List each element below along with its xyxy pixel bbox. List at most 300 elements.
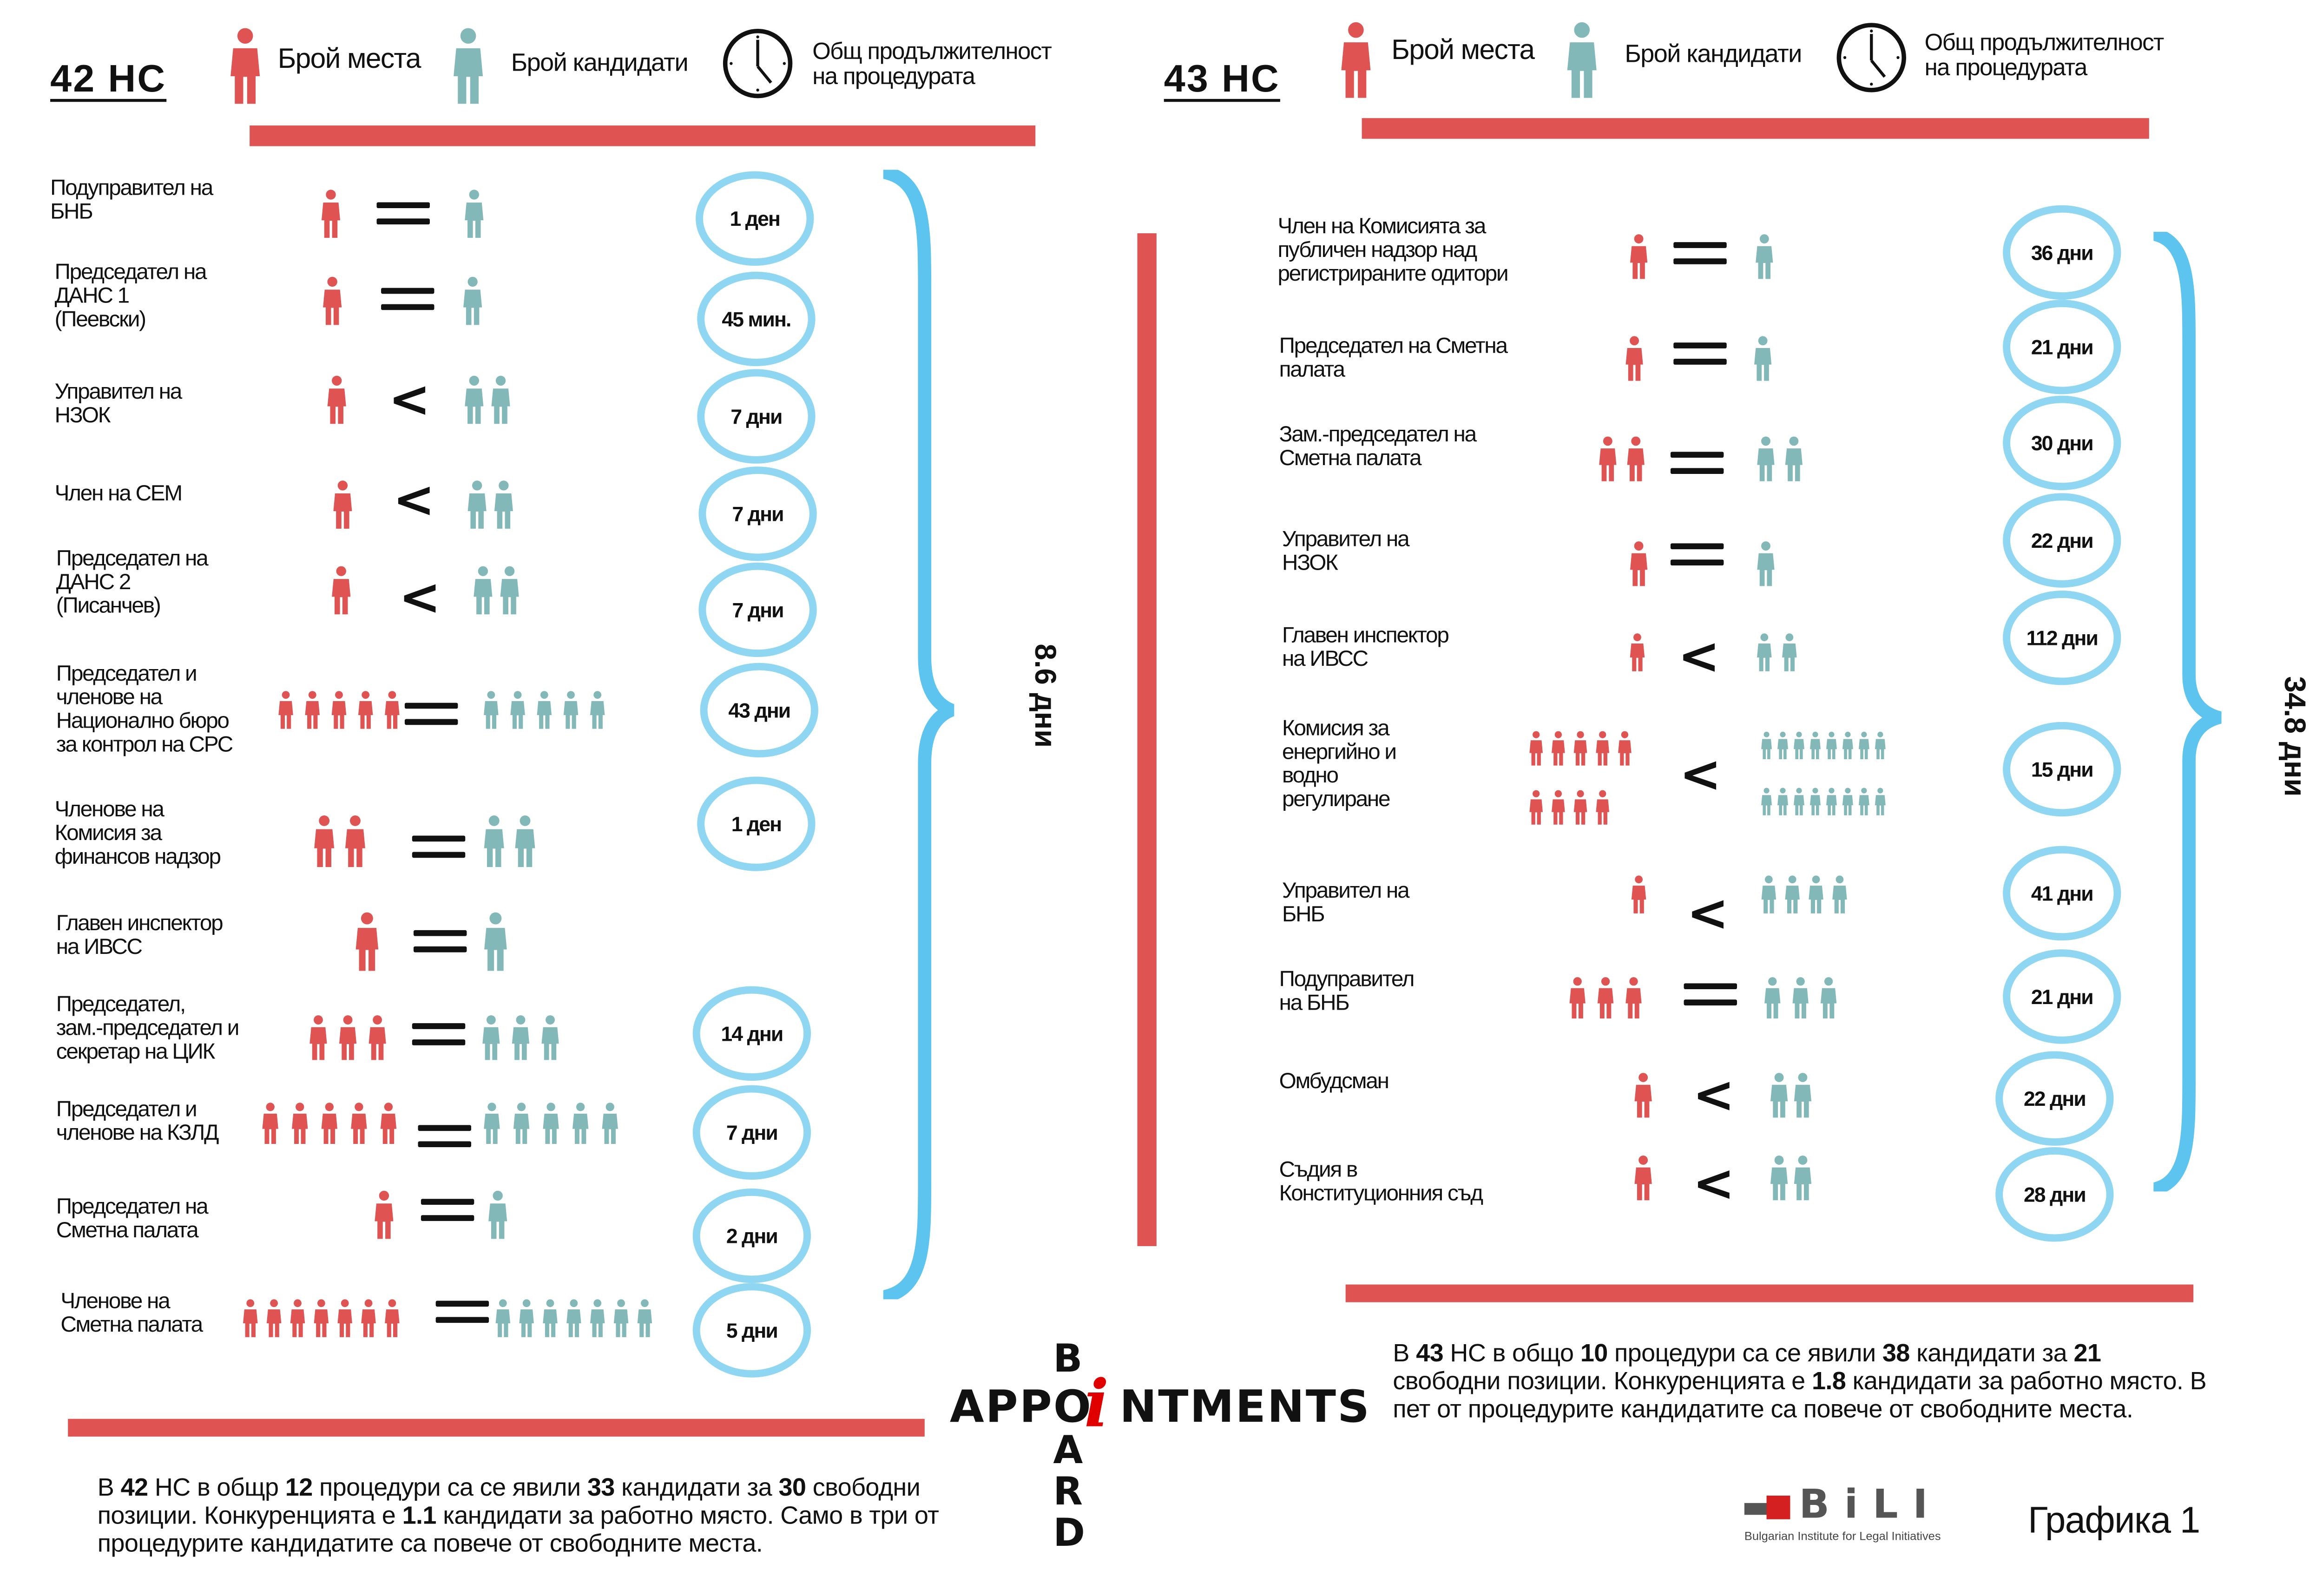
person-red-icon bbox=[1551, 723, 1566, 774]
ns42-duration-ring bbox=[696, 171, 814, 266]
summary-text: свободни позиции. Конкуренцията е bbox=[1393, 1367, 1812, 1395]
ns42-row-label: Председател и членове на КЗЛД bbox=[56, 1097, 218, 1146]
summary-text: В bbox=[97, 1473, 121, 1502]
ns42-bottom-bar bbox=[68, 1419, 925, 1437]
summary-text: 30 bbox=[778, 1473, 806, 1502]
ns42-duration-value: 7 дни bbox=[726, 1120, 777, 1144]
person-teal-icon bbox=[483, 906, 508, 978]
ns43-candidate-people bbox=[1753, 329, 1776, 388]
person-teal-icon bbox=[464, 365, 484, 436]
person-teal-icon bbox=[1761, 780, 1772, 824]
person-teal-icon bbox=[1875, 780, 1886, 824]
ns42-candidate-people bbox=[483, 806, 548, 877]
person-red-icon bbox=[242, 1294, 258, 1344]
person-teal-icon bbox=[1784, 868, 1801, 921]
summary-text: р bbox=[265, 1473, 285, 1502]
person-red-icon bbox=[374, 1184, 395, 1246]
logo-r: R bbox=[1053, 1470, 1083, 1515]
person-teal-icon bbox=[1784, 430, 1803, 489]
ns42-candidate-people bbox=[464, 178, 487, 250]
person-teal-icon bbox=[495, 1294, 511, 1344]
ns42-less-than-sign: < bbox=[393, 471, 435, 530]
figure-label: Графика 1 bbox=[2028, 1500, 2200, 1542]
person-teal-icon bbox=[1777, 723, 1789, 768]
ns42-duration-ring bbox=[697, 369, 815, 463]
summary-text: 43 bbox=[1416, 1339, 1444, 1367]
ns42-row-label: Председател и членове на Национално бюро за контрол на СРС bbox=[56, 661, 232, 758]
clock-icon bbox=[1835, 20, 1908, 94]
ns43-duration-value: 41 дни bbox=[2031, 881, 2093, 905]
ns42-less-than-sign: < bbox=[388, 370, 431, 430]
person-teal-icon bbox=[1809, 780, 1821, 824]
legend-candidates: Брой кандидати bbox=[1625, 39, 1802, 68]
ns43-row-label: Член на Комисията за публичен надзор над регистрираните одитори bbox=[1277, 214, 1508, 287]
person-teal-icon bbox=[1770, 1149, 1789, 1208]
ns42-seat-people bbox=[262, 1094, 412, 1153]
person-teal-icon bbox=[462, 266, 483, 337]
person-teal-icon bbox=[487, 1184, 508, 1246]
person-red-icon bbox=[1573, 723, 1588, 774]
ns43-duration-value: 112 дни bbox=[2026, 626, 2098, 650]
logo-ntments: NTMENTS bbox=[1119, 1382, 1371, 1434]
ns42-candidate-people bbox=[483, 687, 618, 734]
person-red-icon bbox=[1618, 723, 1632, 774]
person-teal-icon bbox=[1755, 227, 1774, 286]
ns42-duration-value: 43 дни bbox=[728, 698, 790, 722]
legend-seats: Брой места bbox=[1391, 35, 1534, 66]
clock-icon bbox=[721, 26, 795, 100]
ns42-average: 8.6 дни bbox=[1028, 644, 1061, 748]
ns42-equals-sign bbox=[421, 1199, 474, 1222]
ns43-candidate-people bbox=[1770, 1066, 1820, 1125]
logo-appo: APPO bbox=[949, 1382, 1093, 1434]
ns42-duration-ring bbox=[698, 466, 816, 561]
person-red-icon bbox=[1529, 782, 1544, 833]
ns42-top-bar bbox=[250, 125, 1035, 146]
person-teal-icon bbox=[1761, 868, 1777, 921]
person-red-icon bbox=[1573, 782, 1588, 833]
ns42-row-label: Подуправител на БНБ bbox=[50, 176, 213, 225]
legend-candidates: Брой кандидати bbox=[511, 48, 688, 77]
ns42-row-label: Управител на НЗОК bbox=[54, 379, 182, 428]
ns43-row-label: Главен инспектор на ИВСС bbox=[1282, 623, 1448, 672]
ns42-duration-ring bbox=[693, 986, 811, 1081]
ns42-duration-value: 7 дни bbox=[732, 598, 783, 622]
ns43-top-bar bbox=[1362, 118, 2149, 138]
person-teal-icon bbox=[1809, 723, 1821, 768]
center-divider bbox=[1137, 233, 1156, 1246]
person-teal-icon bbox=[499, 555, 520, 626]
ns42-candidate-people bbox=[483, 1094, 633, 1153]
ns42-duration-ring bbox=[698, 563, 816, 657]
ns43-seat-people bbox=[1633, 1149, 1660, 1208]
ns42-summary bbox=[98, 1473, 940, 1557]
person-red-icon bbox=[338, 1007, 357, 1069]
ns42-duration-ring bbox=[697, 776, 815, 871]
person-red-icon bbox=[1597, 972, 1614, 1025]
ns43-candidate-people bbox=[1756, 628, 1809, 678]
person-teal-icon bbox=[490, 365, 511, 436]
person-teal-icon bbox=[514, 806, 536, 877]
ns42-seat-people bbox=[326, 365, 356, 436]
person-teal-icon bbox=[1756, 628, 1772, 678]
ns42-row-label: Член на СЕМ bbox=[54, 481, 182, 506]
person-teal-icon bbox=[1793, 1066, 1812, 1125]
person-red-icon bbox=[309, 1007, 328, 1069]
ns43-less-than-sign: < bbox=[1686, 884, 1729, 944]
ns42-row-label: Председател, зам.-председател и секретар на ЦИК bbox=[56, 992, 239, 1065]
summary-text: процедури са се явили bbox=[1607, 1339, 1882, 1367]
person-red-icon bbox=[355, 906, 380, 978]
ns43-duration-value: 22 дни bbox=[2031, 528, 2093, 552]
person-teal-icon bbox=[1792, 972, 1809, 1025]
person-red-icon bbox=[1625, 329, 1644, 388]
ns43-row-label: Подуправител на БНБ bbox=[1279, 967, 1414, 1016]
person-red-icon bbox=[313, 1294, 329, 1344]
ns42-candidate-people bbox=[487, 1184, 511, 1246]
ns42-duration-ring bbox=[693, 1085, 811, 1180]
person-teal-icon bbox=[1793, 780, 1805, 824]
person-red-icon bbox=[384, 687, 400, 734]
summary-text: НС в общ bbox=[148, 1473, 265, 1502]
ns42-seat-people bbox=[242, 1294, 410, 1344]
person-red-icon bbox=[1633, 1066, 1652, 1125]
summary-text: кандидати за bbox=[1909, 1339, 2074, 1367]
ns43-row-label: Управител на НЗОК bbox=[1282, 527, 1409, 576]
ns42-duration-value: 7 дни bbox=[730, 404, 782, 428]
person-red-icon bbox=[331, 555, 352, 626]
person-red-icon bbox=[278, 687, 294, 734]
legend-seats: Брой места bbox=[277, 44, 421, 76]
ns42-row-label: Председател на Сметна палата bbox=[56, 1194, 208, 1243]
ns43-seat-people bbox=[1629, 534, 1651, 593]
person-red-icon bbox=[361, 1294, 377, 1344]
person-red-icon bbox=[322, 266, 342, 337]
ns43-row-label: Управител на БНБ bbox=[1282, 878, 1409, 927]
person-red-icon bbox=[380, 1094, 397, 1153]
ns43-seat-people bbox=[1631, 868, 1657, 921]
ns43-duration-ring bbox=[2003, 396, 2121, 490]
person-teal-icon bbox=[511, 1007, 530, 1069]
ns43-row-label: Зам.-председател на Сметна палата bbox=[1279, 422, 1476, 471]
ns43-less-than-sign: < bbox=[1678, 627, 1720, 687]
summary-text: 1.1 bbox=[402, 1501, 436, 1530]
person-teal-icon bbox=[540, 1007, 559, 1069]
person-red-icon bbox=[1598, 430, 1617, 489]
ns42-equals-sign bbox=[412, 1023, 465, 1047]
summary-text: НС в общо bbox=[1443, 1339, 1580, 1367]
ns42-title: 42 НС bbox=[50, 56, 167, 101]
person-red-icon bbox=[357, 687, 374, 734]
ns43-duration-ring bbox=[1995, 1051, 2113, 1145]
summary-text: 1.8 bbox=[1812, 1367, 1846, 1395]
person-teal-icon bbox=[1753, 329, 1772, 388]
person-red-icon bbox=[1569, 972, 1586, 1025]
ns43-seat-people bbox=[1629, 227, 1651, 286]
person-red-icon bbox=[229, 26, 262, 106]
person-red-icon bbox=[262, 1094, 279, 1153]
ns43-candidate-people bbox=[1756, 534, 1778, 593]
person-red-icon bbox=[368, 1007, 387, 1069]
person-teal-icon bbox=[464, 178, 484, 250]
ns43-candidate-people bbox=[1761, 723, 1894, 824]
ns42-candidate-people bbox=[462, 266, 486, 337]
person-teal-icon bbox=[1770, 1066, 1789, 1125]
person-teal-icon bbox=[1858, 723, 1870, 768]
ns43-less-than-sign: < bbox=[1692, 1066, 1735, 1125]
ns43-seat-people bbox=[1529, 723, 1643, 833]
person-teal-icon bbox=[589, 687, 605, 734]
ns42-duration-ring bbox=[693, 1283, 811, 1377]
ns42-duration-value: 1 ден bbox=[731, 812, 782, 836]
logo-b: B bbox=[1053, 1337, 1083, 1382]
ns43-duration-value: 22 дни bbox=[2023, 1086, 2086, 1110]
ns42-brace bbox=[883, 170, 954, 1299]
ns42-row-label: Председател на ДАНС 1 (Пеевски) bbox=[54, 260, 206, 332]
ns43-duration-ring bbox=[2003, 846, 2121, 940]
ns42-row-label: Председател на ДАНС 2 (Писанчев) bbox=[56, 546, 208, 619]
ns43-duration-ring bbox=[2003, 949, 2121, 1044]
summary-text: кандидати за работно място. В пет от процедурите кандидатите са повече от свободните места. bbox=[1393, 1367, 2207, 1424]
ns43-candidate-people bbox=[1761, 868, 1858, 921]
ns43-equals-sign bbox=[1673, 342, 1726, 366]
ns43-average: 34.8 дни bbox=[2277, 676, 2310, 797]
person-red-icon bbox=[313, 806, 336, 877]
ns43-duration-value: 30 дни bbox=[2031, 431, 2093, 455]
ns42-duration-ring bbox=[697, 272, 815, 366]
person-teal-icon bbox=[1826, 780, 1837, 824]
person-teal-icon bbox=[1777, 780, 1789, 824]
person-teal-icon bbox=[1858, 780, 1870, 824]
ns42-equals-sign bbox=[405, 703, 458, 727]
person-teal-icon bbox=[1820, 972, 1837, 1025]
ns42-seat-people bbox=[278, 687, 414, 734]
ns42-candidate-people bbox=[473, 555, 529, 626]
ns42-seat-people bbox=[355, 906, 382, 978]
summary-text: 33 bbox=[587, 1473, 615, 1502]
ns43-seat-people bbox=[1598, 430, 1657, 489]
person-red-icon bbox=[1633, 1149, 1652, 1208]
person-teal-icon bbox=[566, 1294, 582, 1344]
ns43-duration-ring bbox=[2003, 493, 2121, 587]
person-red-icon bbox=[1595, 782, 1610, 833]
person-red-icon bbox=[290, 1294, 306, 1344]
person-red-icon bbox=[304, 687, 321, 734]
ns43-duration-value: 28 дни bbox=[2023, 1182, 2086, 1207]
ns43-brace bbox=[2153, 232, 2221, 1191]
person-red-icon bbox=[1629, 628, 1645, 678]
ns42-row-label: Членове на Сметна палата bbox=[60, 1289, 202, 1338]
ns43-row-label: Омбудсман bbox=[1279, 1069, 1388, 1094]
bili-logo-subtitle: Bulgarian Institute for Legal Initiatives bbox=[1744, 1530, 1941, 1543]
ns42-seat-people bbox=[331, 555, 361, 626]
ns42-candidate-people bbox=[495, 1294, 663, 1344]
summary-text: 10 bbox=[1580, 1339, 1608, 1367]
bili-logo-text: BiLI bbox=[1799, 1482, 1943, 1528]
ns42-equals-sign bbox=[418, 1125, 471, 1149]
ns42-seat-people bbox=[309, 1007, 400, 1069]
bili-logo-red-block bbox=[1767, 1496, 1790, 1519]
person-red-icon bbox=[1626, 430, 1645, 489]
person-teal-icon bbox=[542, 1294, 559, 1344]
ns42-seat-people bbox=[313, 806, 378, 877]
person-red-icon bbox=[326, 365, 347, 436]
logo-a: A bbox=[1053, 1429, 1083, 1474]
person-red-icon bbox=[1529, 723, 1544, 774]
person-teal-icon bbox=[536, 687, 553, 734]
person-teal-icon bbox=[1842, 780, 1854, 824]
person-red-icon bbox=[1629, 534, 1648, 593]
ns43-summary bbox=[1393, 1339, 2212, 1423]
summary-text: кандидати за bbox=[614, 1473, 779, 1502]
person-teal-icon bbox=[1793, 1149, 1812, 1208]
ns43-seat-people bbox=[1625, 329, 1647, 388]
ns43-equals-sign bbox=[1671, 452, 1724, 475]
ns43-duration-ring bbox=[2003, 205, 2121, 300]
ns42-row-label: Членове на Комисия за финансов надзор bbox=[54, 797, 220, 870]
person-teal-icon bbox=[1831, 868, 1848, 921]
ns42-duration-ring bbox=[700, 663, 818, 757]
ns42-seat-people bbox=[332, 469, 362, 540]
ns42-candidate-people bbox=[483, 906, 511, 978]
ns43-duration-ring bbox=[2003, 722, 2121, 816]
person-red-icon bbox=[321, 1094, 338, 1153]
person-red-icon bbox=[384, 1294, 400, 1344]
ns43-duration-value: 21 дни bbox=[2031, 985, 2093, 1009]
person-red-icon bbox=[1631, 868, 1647, 921]
ns43-row-label: Председател на Сметна палата bbox=[1279, 334, 1507, 383]
person-teal-icon bbox=[1781, 628, 1797, 678]
ns43-candidate-people bbox=[1755, 227, 1777, 286]
ns42-equals-sign bbox=[436, 1301, 489, 1325]
person-teal-icon bbox=[1793, 723, 1805, 768]
person-teal-icon bbox=[467, 469, 487, 540]
person-teal-icon bbox=[1756, 430, 1775, 489]
ns42-candidate-people bbox=[464, 365, 520, 436]
person-red-icon bbox=[344, 806, 367, 877]
ns43-duration-value: 36 дни bbox=[2031, 240, 2093, 264]
person-red-icon bbox=[337, 1294, 353, 1344]
person-teal-icon bbox=[601, 1094, 619, 1153]
ns42-row-label: Главен инспектор на ИВСС bbox=[56, 911, 223, 960]
ns43-duration-ring bbox=[1995, 1147, 2113, 1241]
ns43-less-than-sign: < bbox=[1692, 1154, 1735, 1214]
person-teal-icon bbox=[1875, 723, 1886, 768]
ns43-row-label: Комисия за енергийно и водно регулиране bbox=[1282, 716, 1396, 812]
person-teal-icon bbox=[1808, 868, 1824, 921]
summary-text: 12 bbox=[285, 1473, 313, 1502]
ns43-candidate-people bbox=[1770, 1149, 1820, 1208]
person-teal-icon bbox=[572, 1094, 589, 1153]
logo-i: i bbox=[1084, 1367, 1109, 1443]
person-red-icon bbox=[1551, 782, 1566, 833]
ns42-duration-value: 14 дни bbox=[721, 1021, 783, 1045]
person-teal-icon bbox=[613, 1294, 629, 1344]
person-teal-icon bbox=[1763, 972, 1781, 1025]
ns42-duration-value: 1 ден bbox=[730, 206, 780, 230]
ns42-duration-value: 45 мин. bbox=[722, 307, 791, 331]
ns42-equals-sign bbox=[412, 836, 465, 860]
ns43-bottom-bar bbox=[1346, 1285, 2193, 1302]
ns42-equals-sign bbox=[377, 202, 430, 226]
person-red-icon bbox=[1340, 20, 1372, 100]
person-red-icon bbox=[266, 1294, 282, 1344]
ns43-seat-people bbox=[1629, 628, 1657, 678]
ns43-duration-value: 15 дни bbox=[2031, 757, 2093, 781]
person-teal-icon bbox=[637, 1294, 653, 1344]
logo-d: D bbox=[1053, 1511, 1085, 1557]
person-red-icon bbox=[1625, 972, 1642, 1025]
person-teal-icon bbox=[473, 555, 493, 626]
person-teal-icon bbox=[513, 1094, 530, 1153]
ns43-row-label: Съдия в Конституционния съд bbox=[1279, 1157, 1482, 1207]
person-red-icon bbox=[321, 178, 342, 250]
legend-duration: Общ продължителност на процедурата bbox=[812, 39, 1052, 90]
ns43-equals-sign bbox=[1684, 983, 1737, 1007]
person-teal-icon bbox=[510, 687, 526, 734]
person-teal-icon bbox=[1842, 723, 1854, 768]
ns43-equals-sign bbox=[1673, 242, 1726, 266]
summary-text: кандидати за работно място. Само в три от процедурите кандидатите са повече от свободните места. bbox=[97, 1501, 939, 1558]
ns42-candidate-people bbox=[481, 1007, 573, 1069]
summary-text: 42 bbox=[120, 1473, 148, 1502]
ns43-title: 43 НС bbox=[1164, 56, 1280, 101]
ns43-duration-ring bbox=[2003, 591, 2121, 685]
ns42-duration-value: 7 дни bbox=[732, 502, 783, 526]
ns42-equals-sign bbox=[381, 288, 434, 312]
ns43-seat-people bbox=[1633, 1066, 1660, 1125]
ns42-seat-people bbox=[322, 266, 346, 337]
ns43-less-than-sign: < bbox=[1679, 745, 1722, 805]
ns42-duration-value: 5 дни bbox=[726, 1318, 777, 1342]
ns42-duration-ring bbox=[693, 1189, 811, 1283]
ns42-duration-value: 2 дни bbox=[726, 1224, 777, 1248]
person-teal-icon bbox=[563, 687, 579, 734]
person-red-icon bbox=[350, 1094, 368, 1153]
ns43-duration-ring bbox=[2003, 300, 2121, 394]
ns43-equals-sign bbox=[1671, 543, 1724, 567]
person-teal-icon bbox=[1826, 723, 1837, 768]
ns43-candidate-people bbox=[1763, 972, 1851, 1025]
ns43-seat-people bbox=[1569, 972, 1656, 1025]
legend-duration: Общ продължителност на процедурата bbox=[1924, 31, 2164, 81]
person-teal-icon bbox=[1756, 534, 1775, 593]
person-teal-icon bbox=[589, 1294, 605, 1344]
person-teal-icon bbox=[519, 1294, 535, 1344]
ns43-candidate-people bbox=[1756, 430, 1815, 489]
person-teal-icon bbox=[483, 806, 505, 877]
person-red-icon bbox=[1595, 723, 1610, 774]
person-teal-icon bbox=[1566, 20, 1598, 100]
person-teal-icon bbox=[481, 1007, 500, 1069]
ns42-seat-people bbox=[374, 1184, 397, 1246]
person-red-icon bbox=[332, 469, 353, 540]
summary-text: 21 bbox=[2073, 1339, 2101, 1367]
person-red-icon bbox=[331, 687, 347, 734]
summary-text: В bbox=[1393, 1339, 1416, 1367]
summary-text: процедури са се явили bbox=[312, 1473, 587, 1502]
person-teal-icon bbox=[452, 26, 485, 106]
person-red-icon bbox=[1629, 227, 1648, 286]
ns42-equals-sign bbox=[414, 930, 467, 954]
ns42-less-than-sign: < bbox=[399, 568, 441, 628]
ns42-candidate-people bbox=[467, 469, 523, 540]
person-teal-icon bbox=[483, 1094, 500, 1153]
person-teal-icon bbox=[1761, 723, 1772, 768]
person-teal-icon bbox=[542, 1094, 560, 1153]
person-teal-icon bbox=[493, 469, 514, 540]
ns42-seat-people bbox=[321, 178, 344, 250]
